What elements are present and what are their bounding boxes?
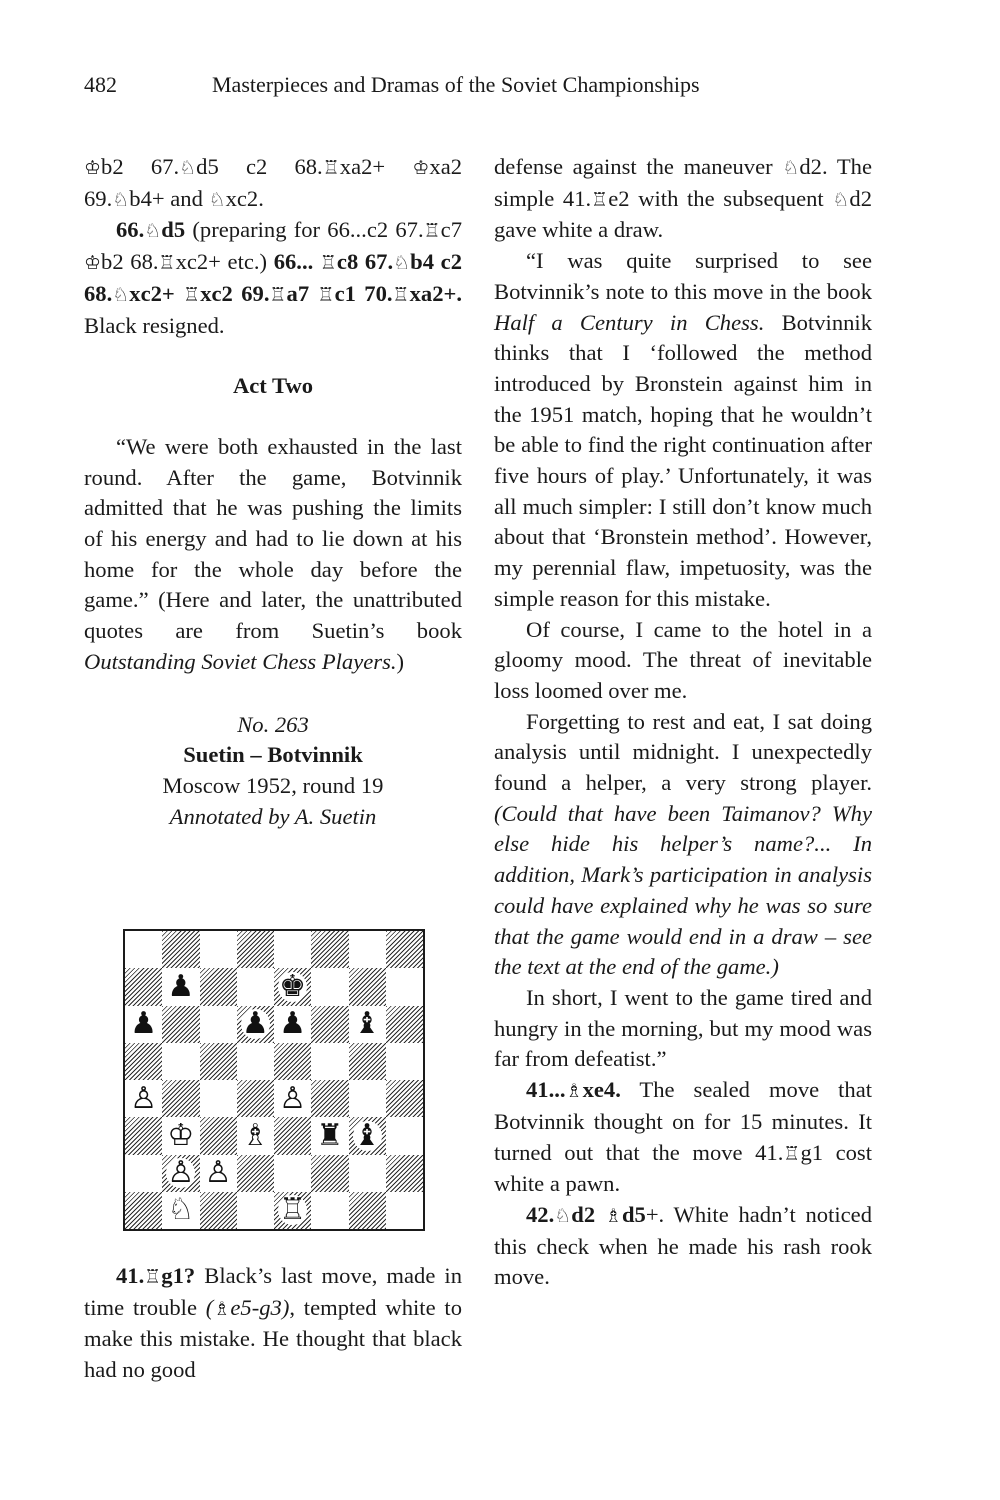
chess-figurine-icon: ♘ [112, 283, 130, 306]
chess-figurine-icon: ♘ [112, 188, 130, 211]
running-title: Masterpieces and Dramas of the Soviet Championships [212, 72, 700, 97]
white-knight-icon: ♘ [167, 1192, 195, 1228]
white-pawn-icon: ♙ [279, 1080, 307, 1116]
text-run: xc2. [225, 185, 264, 211]
chess-figurine-icon: ♖ [317, 283, 335, 306]
board-square [274, 931, 311, 968]
chess-figurine-icon: ♔ [84, 252, 102, 275]
text-run: “I was quite surprised to see Botvinnik’s note to this move in the book [494, 248, 872, 304]
text-run: d2 [571, 1201, 605, 1227]
chess-figurine-icon: ♘ [782, 157, 800, 179]
paragraph [84, 432, 462, 678]
text-run: ) [396, 648, 405, 674]
text-run: The sealed move that Botvinnik thought on for 15 minutes. It turned out that the move 41. [494, 1077, 872, 1165]
text-run: xc2+ [129, 280, 184, 306]
chess-figurine-icon: ♖ [783, 1142, 801, 1165]
board-square [311, 1192, 348, 1229]
game-number: No. 263 [237, 711, 309, 737]
paragraph [494, 1075, 872, 1200]
chess-figurine-icon: ♘ [144, 220, 162, 243]
board-square [125, 1117, 162, 1154]
board-square [311, 1043, 348, 1080]
section-heading: Act Two [232, 373, 314, 399]
text-run: “We were both exhausted in the last round. After the game, Botvinnik admitted that he was pushing the limits of his energy and had to lie down at his home for the whole day before the game.” (Here and later, the unattributed quotes are from Suetin’s book [84, 433, 462, 644]
text-run: xa2+. [409, 280, 463, 306]
board-square [386, 1192, 423, 1229]
chess-figurine-icon: ♖ [183, 283, 201, 306]
text-run: d5 c2 68. [196, 154, 323, 179]
chess-figurine-icon: ♘ [208, 188, 226, 211]
right-column [494, 152, 872, 1293]
black-bishop-icon: ♝ [353, 1006, 381, 1042]
board-square [349, 1080, 386, 1117]
game-event: Moscow 1952, round 19 [162, 772, 384, 798]
text-run: 41. [116, 1263, 145, 1288]
chess-figurine-icon: ♖ [269, 283, 287, 306]
board-square [237, 1155, 274, 1192]
text-run: In short, I went to the game tired and hungry in the morning, but my mood was far from defeatist.” [494, 984, 872, 1072]
text-run: xa2 69. [84, 154, 463, 211]
text-run: e5-g3) [230, 1294, 290, 1320]
board-square [311, 1080, 348, 1117]
board-square [200, 931, 237, 968]
board-square [125, 1043, 162, 1080]
left-column [84, 152, 462, 866]
board-square [125, 1192, 162, 1229]
text-run: 66... [273, 249, 320, 275]
chess-diagram [123, 929, 425, 1231]
board-square [200, 1006, 237, 1043]
board-square [386, 1043, 423, 1080]
white-bishop-icon: ♗ [241, 1117, 269, 1153]
text-run: Half a Century in Chess. [494, 309, 765, 335]
board-square [200, 968, 237, 1005]
board-square [162, 1043, 199, 1080]
text-run: Black’s last move, made in time trouble [84, 1263, 462, 1320]
board-square [274, 1155, 311, 1192]
chess-figurine-icon: ♔ [84, 157, 102, 179]
chess-figurine-icon: ♗ [604, 1204, 622, 1227]
text-run: b2 67. [101, 154, 180, 179]
paragraph [494, 246, 872, 614]
text-run: Of course, I came to the hotel in a gloomy mood. The threat of inevitable loss loomed over me. [494, 616, 872, 703]
text-run: d5 [621, 1201, 646, 1227]
board-square [386, 1006, 423, 1043]
text-run: xa2+ [339, 154, 413, 179]
chess-figurine-icon: ♖ [423, 220, 441, 243]
text-run: 42. [526, 1201, 555, 1227]
text-run: xe4. [582, 1077, 621, 1103]
paragraph [494, 152, 872, 246]
board-square [311, 968, 348, 1005]
text-run: Black resigned. [84, 312, 225, 338]
chess-figurine-icon: ♗ [213, 1297, 231, 1320]
board-square [200, 1192, 237, 1229]
game-players: Suetin – Botvinnik [183, 742, 363, 768]
white-pawn-icon: ♙ [167, 1155, 195, 1191]
board-square [386, 1117, 423, 1154]
black-bishop-icon: ♝ [353, 1117, 381, 1153]
black-king-icon: ♚ [279, 968, 307, 1004]
paragraph [494, 615, 872, 707]
text-run: xc2 69. [200, 280, 270, 306]
black-pawn-icon: ♟ [167, 968, 195, 1004]
text-run: Botvinnik thinks that I ‘followed the method introduced by Bronstein against him in the 1951 match, hoping that he wouldn’t be able to find the right continuation after five hours of play.’ Unfortunately, it was all much simpler: I still don’t know much about that ‘Bronstein method’. However, my perennial flaw, impetuosity, was the simple reason for this mistake. [494, 309, 872, 611]
chess-figurine-icon: ♖ [158, 252, 176, 275]
white-pawn-icon: ♙ [204, 1155, 232, 1191]
text-run: a7 [286, 280, 318, 306]
board-square [349, 968, 386, 1005]
board-square [200, 1080, 237, 1117]
chess-figurine-icon: ♘ [832, 188, 850, 211]
black-pawn-icon: ♟ [241, 1006, 269, 1042]
chess-figurine-icon: ♖ [591, 188, 609, 211]
paragraph [84, 1261, 462, 1386]
black-pawn-icon: ♟ [279, 1006, 307, 1042]
text-run: 66. [116, 217, 145, 243]
game-annotator: Annotated by A. Suetin [169, 803, 377, 829]
white-rook-icon: ♖ [279, 1192, 307, 1228]
chess-figurine-icon: ♘ [179, 157, 197, 179]
board-square [200, 1043, 237, 1080]
paragraph [494, 983, 872, 1075]
text-run: d5 [161, 217, 186, 243]
board-square [237, 968, 274, 1005]
board-square [237, 1080, 274, 1117]
text-run: b2 68. [101, 249, 159, 275]
board-square [386, 1080, 423, 1117]
chess-figurine-icon: ♖ [392, 283, 410, 306]
board-square [349, 1043, 386, 1080]
paragraph [494, 1200, 872, 1293]
running-header [84, 72, 874, 108]
chess-figurine-icon: ♖ [144, 1266, 162, 1288]
text-run: Outstanding Soviet Chess Players. [84, 648, 397, 674]
page-number: 482 [84, 72, 117, 97]
text-run: c8 67. [336, 249, 394, 275]
text-run: g1 cost white a pawn. [494, 1139, 872, 1197]
board-square [237, 1043, 274, 1080]
text-run: xc2+ etc.) [175, 249, 274, 275]
board-square [274, 1043, 311, 1080]
left-column-lower [84, 1261, 462, 1386]
board-square [386, 931, 423, 968]
text-run: b4 c2 68. [84, 249, 462, 306]
text-run: , tempted white to make this mistake. He thought that black had no good [84, 1294, 462, 1383]
board-square [311, 1006, 348, 1043]
text-run: ( [205, 1294, 214, 1320]
chess-figurine-icon: ♘ [554, 1204, 572, 1227]
board-square [274, 1117, 311, 1154]
board-square [200, 1117, 237, 1154]
text-run: Forgetting to rest and eat, I sat doing analysis until midnight. I unexpectedly found a helper, a very strong player. [494, 708, 872, 796]
text-run: 41... [526, 1077, 566, 1103]
paragraph [84, 152, 462, 215]
board-square [237, 931, 274, 968]
board-square [349, 931, 386, 968]
text-run: c1 70. [334, 280, 393, 306]
text-run: d2. The simple 41. [494, 154, 872, 211]
text-run: d2 gave white a draw. [494, 185, 872, 243]
board-square [125, 1155, 162, 1192]
paragraph [494, 707, 872, 983]
black-rook-icon: ♜ [316, 1117, 344, 1153]
board-square [162, 931, 199, 968]
white-king-icon: ♔ [167, 1117, 195, 1153]
board-square [125, 968, 162, 1005]
chess-figurine-icon: ♗ [565, 1080, 583, 1103]
board-square [349, 1155, 386, 1192]
text-run: (Could that have been Taimanov? Why else hide his helper’s name?... In addition, Mark’s participation in analysis could have explained why he was so sure that the game would end in a draw – see the text at the end of the game.) [494, 800, 872, 980]
black-pawn-icon: ♟ [130, 1006, 158, 1042]
board-square [311, 1155, 348, 1192]
text-run: e2 with the subsequent [608, 185, 833, 211]
board-square [125, 931, 162, 968]
board-square [311, 931, 348, 968]
text-run: (preparing for 66...c2 67. [185, 217, 424, 243]
game-header [84, 710, 462, 833]
text-run: c7 [440, 217, 462, 243]
text-run: +. White hadn’t noticed this check when he made his rash rook move. [494, 1201, 872, 1290]
board-square [386, 1155, 423, 1192]
board-square [349, 1192, 386, 1229]
board-square [162, 1006, 199, 1043]
board-square [162, 1080, 199, 1117]
chess-figurine-icon: ♖ [322, 157, 340, 179]
paragraph [84, 215, 462, 341]
white-pawn-icon: ♙ [130, 1080, 158, 1116]
board-square [386, 968, 423, 1005]
chess-figurine-icon: ♘ [393, 252, 411, 275]
board-square [237, 1192, 274, 1229]
chess-figurine-icon: ♔ [412, 157, 430, 179]
chess-figurine-icon: ♖ [319, 252, 337, 275]
text-run: b4+ and [129, 185, 209, 211]
text-run: defense against the maneuver [494, 154, 783, 179]
text-run: g1? [161, 1263, 196, 1288]
